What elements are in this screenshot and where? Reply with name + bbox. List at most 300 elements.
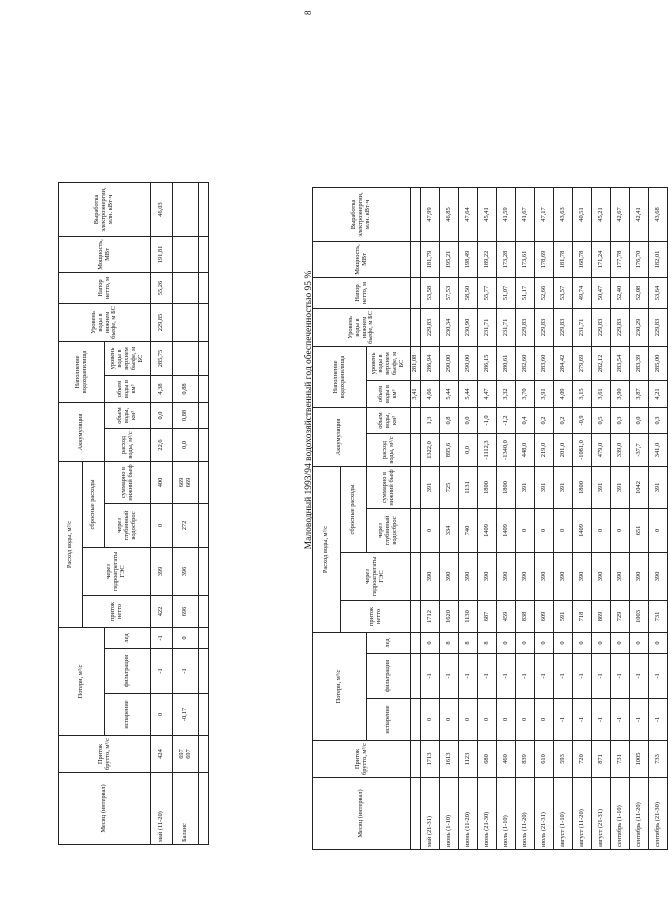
- cell-power: 181,78: [554, 242, 573, 278]
- cell-month: июль (1-10): [497, 778, 516, 850]
- cell-acc-flow: 1322,0: [421, 434, 440, 467]
- cell-power: 182,01: [649, 242, 668, 278]
- header-inflow-net: приток нетто: [341, 601, 411, 633]
- cell-power: 191,81: [151, 237, 173, 273]
- empty-cell: [199, 376, 209, 403]
- empty-cell: [411, 509, 421, 553]
- cell-acc-flow: 0,0: [459, 434, 478, 467]
- cell-ice: 0: [649, 633, 668, 654]
- cell-units: 399: [151, 548, 173, 596]
- table-row: [151, 183, 173, 845]
- cell-energy: 46,85: [440, 188, 459, 242]
- cell-head: 52,66: [535, 278, 554, 309]
- header-fill-volume: объем воды в км³: [367, 381, 411, 408]
- cell-energy: 43,68: [649, 188, 668, 242]
- cell-acc-vol: 0,3: [649, 408, 668, 434]
- header-filtration: фильтрация: [105, 649, 151, 694]
- cell-inflow-gross: 871: [592, 741, 611, 778]
- cell-power: 189,22: [478, 242, 497, 278]
- cell-fill-vol: 3,61: [592, 381, 611, 408]
- cell-inflow-gross: 1005: [630, 741, 649, 778]
- cell-tail-level: [173, 304, 199, 342]
- empty-cell: [411, 408, 421, 434]
- header-discharges: сбросные расходы: [83, 462, 105, 548]
- empty-cell: [199, 628, 209, 649]
- cell-fill-volume: 4,38: [151, 376, 173, 403]
- cell-inflow-net: 718: [573, 601, 592, 633]
- cell-fill-volume: 0,88: [173, 376, 199, 403]
- cell-ice: 0: [516, 633, 535, 654]
- header-filling: Наполнение водохранилища: [313, 347, 367, 408]
- cell-evaporation: 0: [497, 699, 516, 741]
- cell-units: 390: [440, 553, 459, 601]
- header-month: Месяц (интервал): [59, 773, 151, 845]
- cell-tail-level: 230,34: [440, 309, 459, 347]
- cell-fill-level: 285,75: [151, 342, 173, 376]
- cell-fill-vol: 4,47: [478, 381, 497, 408]
- cell-filtration: -1: [630, 654, 649, 699]
- header-inflow-net: приток нетто: [83, 596, 151, 628]
- cell-power: 176,70: [630, 242, 649, 278]
- empty-cell: [411, 778, 421, 850]
- cell-head: 58,50: [459, 278, 478, 309]
- table-row: [459, 188, 478, 850]
- empty-cell: [199, 304, 209, 342]
- cell-spillway: 0: [516, 509, 535, 553]
- cell-fill-vol: 3,15: [573, 381, 592, 408]
- cell-fill-level: 283,60: [535, 347, 554, 381]
- cell-month: июнь (1-10): [440, 778, 459, 850]
- cell-units: 390: [592, 553, 611, 601]
- cell-fill-level: 279,69: [573, 347, 592, 381]
- empty-cell: [411, 242, 421, 278]
- cell-inflow-gross: 731: [611, 741, 630, 778]
- cell-acc-vol: 0,88: [173, 403, 199, 429]
- cell-inflow-gross: 733: [649, 741, 668, 778]
- cell-fill-vol: 3,91: [535, 381, 554, 408]
- cell-inflow-gross: 720: [573, 741, 592, 778]
- empty-cell: [199, 504, 209, 548]
- cell-filtration: -1: [173, 649, 199, 694]
- empty-cell: [199, 183, 209, 237]
- cell-fill-level: 290,00: [459, 347, 478, 381]
- cell-filtration: -1: [573, 654, 592, 699]
- cell-acc-vol: 0,0: [151, 403, 173, 429]
- header-head-net: Напор нетто, м: [313, 278, 411, 309]
- cell-spillway: 1409: [478, 509, 497, 553]
- empty-cell: [411, 467, 421, 509]
- cell-evaporation: -1: [649, 699, 668, 741]
- cell-ice: 0: [630, 633, 649, 654]
- header-inflow-gross: Приток брутто, м³/с: [59, 736, 151, 773]
- header-ice: лед: [105, 628, 151, 649]
- header-power: Мощность, МВт: [59, 237, 151, 273]
- cell-total: [173, 462, 199, 504]
- cell-month: июнь (11-20): [459, 778, 478, 850]
- cell-inflow-net: 459: [497, 601, 516, 633]
- cell-head: 55,77: [478, 278, 497, 309]
- cell-filtration: -1: [478, 654, 497, 699]
- cell-fill-level: 285,00: [649, 347, 668, 381]
- cell-power: [173, 237, 199, 273]
- cell-energy: 45,21: [592, 188, 611, 242]
- header-accumulation: Аккумуляция: [313, 408, 367, 467]
- cell-evaporation: -1: [573, 699, 592, 741]
- header-fill-level: уровень воды в верхнем бьефе, м БС: [367, 347, 411, 381]
- cell-units: 390: [611, 553, 630, 601]
- cell-head: 52,40: [611, 278, 630, 309]
- cell-power: 195,21: [440, 242, 459, 278]
- header-tail-level: Уровень воды в нижнем бьефе, м БС: [59, 304, 151, 342]
- page-number: 8: [303, 10, 313, 15]
- cell-fill-level: 286,15: [478, 347, 497, 381]
- cell-energy: 41,59: [497, 188, 516, 242]
- cell-filtration: -1: [611, 654, 630, 699]
- cell-tail-level: 230,90: [459, 309, 478, 347]
- cell-spillway: 1409: [573, 509, 592, 553]
- header-fill-level: уровень воды в верхнем бьефе, м БС: [105, 342, 151, 376]
- cell-filtration: -1: [554, 654, 573, 699]
- cell-units: 390: [649, 553, 668, 601]
- table-row-initial: [411, 188, 421, 850]
- cell-spillway: 272: [173, 504, 199, 548]
- cell-acc-flow: -37,7: [630, 434, 649, 467]
- cell-acc-flow: 219,0: [535, 434, 554, 467]
- cell-fill-vol: 4,66: [421, 381, 440, 408]
- cell-value-secondary: 669: [184, 477, 192, 488]
- cell-total: 391: [535, 467, 554, 509]
- cell-units: 390: [421, 553, 440, 601]
- cell-acc-vol: 0,3: [611, 408, 630, 434]
- empty-cell: [411, 278, 421, 309]
- cell-ice: 8: [478, 633, 497, 654]
- header-through-units: через гидроагрегаты ГЭС: [83, 548, 151, 596]
- header-evaporation: испарение: [367, 699, 411, 741]
- cell-units: 390: [535, 553, 554, 601]
- cell-spillway: 0: [535, 509, 554, 553]
- cell-evaporation: 0: [535, 699, 554, 741]
- cell-filtration: -1: [440, 654, 459, 699]
- cell-filtration: -1: [592, 654, 611, 699]
- cell-power: 168,78: [573, 242, 592, 278]
- cell-spillway: 740: [459, 509, 478, 553]
- empty-cell: [411, 188, 421, 242]
- header-acc-volume: объем воды, км³: [105, 403, 151, 429]
- empty-cell: [199, 694, 209, 736]
- cell-head: 57,53: [440, 278, 459, 309]
- cell-inflow-net: 838: [516, 601, 535, 633]
- empty-cell: [199, 773, 209, 845]
- cell-month: май (11-20): [151, 773, 173, 845]
- cell-fill-vol: 4,09: [554, 381, 573, 408]
- empty-cell: [199, 736, 209, 773]
- cell-acc-vol: 0,8: [440, 408, 459, 434]
- cell-energy: 47,99: [421, 188, 440, 242]
- cell-power: 173,28: [497, 242, 516, 278]
- cell-power: 198,49: [459, 242, 478, 278]
- cell-ice: 0: [554, 633, 573, 654]
- empty-cell: [411, 633, 421, 654]
- cell-inflow-gross: 593: [554, 741, 573, 778]
- cell-fill-level: 290,00: [440, 347, 459, 381]
- cell-evaporation: -0,17: [173, 694, 199, 736]
- cell-fill-level: 283,39: [630, 347, 649, 381]
- cell-spillway: 0: [611, 509, 630, 553]
- cell-power: 171,24: [592, 242, 611, 278]
- cell-power: 178,69: [535, 242, 554, 278]
- cell-evaporation: 0: [421, 699, 440, 741]
- cell-head: 50,47: [592, 278, 611, 309]
- cell-fill-vol: 5,44: [440, 381, 459, 408]
- cell-head: 53,57: [554, 278, 573, 309]
- cell-inflow-net: 591: [554, 601, 573, 633]
- cell-inflow-net: 869: [592, 601, 611, 633]
- cell-acc-flow: 895,6: [440, 434, 459, 467]
- cell-tail-level: 229,83: [554, 309, 573, 347]
- cell-fill-level: [173, 342, 199, 376]
- table-row: [630, 188, 649, 850]
- cell-acc-vol: 0,2: [535, 408, 554, 434]
- cell-tail-level: 231,71: [573, 309, 592, 347]
- header-through-units: через гидроагрегаты ГЭС: [341, 553, 411, 601]
- cell-energy: 45,41: [478, 188, 497, 242]
- table-row: [554, 188, 573, 850]
- cell-units: 390: [478, 553, 497, 601]
- table-row: [535, 188, 554, 850]
- empty-cell: [199, 462, 209, 504]
- cell-inflow-net: 1003: [630, 601, 649, 633]
- cell-inflow-net: 696: [173, 596, 199, 628]
- cell-acc-flow: 341,0: [649, 434, 668, 467]
- cell-inflow-net: 1620: [440, 601, 459, 633]
- cell-filtration: -1: [535, 654, 554, 699]
- cell-acc-vol: 0,4: [516, 408, 535, 434]
- cell-acc-flow: 22,6: [151, 429, 173, 462]
- cell-acc-flow: 0,0: [173, 429, 199, 462]
- cell-energy: 47,64: [459, 188, 478, 242]
- cell-spillway: 0: [649, 509, 668, 553]
- cell-filtration: -1: [497, 654, 516, 699]
- cell-fill-level: 284,42: [554, 347, 573, 381]
- cell-inflow-gross: 1613: [440, 741, 459, 778]
- cell-month: август (11-20): [573, 778, 592, 850]
- header-total-downstream: суммарно в нижний бьеф: [105, 462, 151, 504]
- cell-units: 390: [573, 553, 592, 601]
- cell-fill-level: 280,61: [497, 347, 516, 381]
- empty-cell: [411, 654, 421, 699]
- header-evaporation: испарение: [105, 694, 151, 736]
- cell-evaporation: -1: [592, 699, 611, 741]
- cell-fill-level: 283,54: [611, 347, 630, 381]
- cell-inflow-gross: 1713: [421, 741, 440, 778]
- cell-acc-vol: -0,9: [573, 408, 592, 434]
- cell-fill-vol: 3,32: [497, 381, 516, 408]
- cell-acc-flow: 479,0: [592, 434, 611, 467]
- cell-units: 390: [459, 553, 478, 601]
- empty-cell: [199, 548, 209, 596]
- cell-acc-vol: 0,2: [554, 408, 573, 434]
- cell-tail-level: 231,71: [478, 309, 497, 347]
- header-water-flow: Расход воды, м³/с: [59, 462, 83, 628]
- cell-tail-level: 229,83: [649, 309, 668, 347]
- cell-month: Баланс: [173, 773, 199, 845]
- cell-tail-level: 229,83: [535, 309, 554, 347]
- cell-total: 391: [516, 467, 535, 509]
- header-month: Месяц (интервал): [313, 778, 411, 850]
- table-row: [421, 188, 440, 850]
- cell-ice: 8: [459, 633, 478, 654]
- header-tail-level: Уровень воды в нижнем бьефе, м БС: [313, 309, 411, 347]
- cell-ice: 8: [440, 633, 459, 654]
- table-top: [58, 182, 209, 845]
- header-fill-volume: объем воды в км³: [105, 376, 151, 403]
- cell-energy: 40,51: [573, 188, 592, 242]
- cell-inflow-net: 731: [649, 601, 668, 633]
- cell-evaporation: -1: [611, 699, 630, 741]
- table-row: [516, 188, 535, 850]
- empty-cell: [199, 649, 209, 694]
- cell-tail-level: 229,83: [421, 309, 440, 347]
- cell-ice: 0: [173, 628, 199, 649]
- cell-tail-level: 229,83: [611, 309, 630, 347]
- header-losses: Потери, м³/с: [313, 633, 367, 741]
- cell-units: 390: [497, 553, 516, 601]
- cell-value-secondary: 697: [184, 749, 192, 759]
- table-row: [573, 188, 592, 850]
- header-total-downstream: суммарно в нижний бьеф: [367, 467, 411, 509]
- cell-fill-level: 282,12: [592, 347, 611, 381]
- cell-spillway: 334: [440, 509, 459, 553]
- cell-month: май (21-31): [421, 778, 440, 850]
- empty-cell: [411, 434, 421, 467]
- cell-inflow-gross: 460: [497, 741, 516, 778]
- cell-acc-flow: 448,0: [516, 434, 535, 467]
- header-energy: Выработка электроэнергии, млн. кВт·ч: [313, 188, 411, 242]
- table-row: [497, 188, 516, 850]
- cell-total: 1800: [497, 467, 516, 509]
- cell-head: 52,08: [630, 278, 649, 309]
- cell-inflow-gross: 839: [516, 741, 535, 778]
- cell-head: 53,64: [649, 278, 668, 309]
- cell-filtration: -1: [459, 654, 478, 699]
- header-deep-spillway: через глубинный водосброс: [367, 509, 411, 553]
- cell-acc-vol: 0,0: [630, 408, 649, 434]
- cell-head: 49,74: [573, 278, 592, 309]
- cell-energy: 47,17: [535, 188, 554, 242]
- header-filtration: фильтрация: [367, 654, 411, 699]
- cell-energy: 42,41: [630, 188, 649, 242]
- cell-total: 1042: [630, 467, 649, 509]
- header-acc-flow: расход воды, м³/с: [367, 434, 411, 467]
- cell-acc-vol: 0,5: [592, 408, 611, 434]
- cell-total: 725: [440, 467, 459, 509]
- cell-inflow-net: 1130: [459, 601, 478, 633]
- cell-evaporation: 0: [459, 699, 478, 741]
- cell-energy: 43,63: [554, 188, 573, 242]
- cell-initial-level: 281,08: [411, 347, 421, 381]
- cell-inflow-gross: 1123: [459, 741, 478, 778]
- cell-tail-level: 229,83: [516, 309, 535, 347]
- cell-filtration: -1: [516, 654, 535, 699]
- header-deep-spillway: через глубинный водосброс: [105, 504, 151, 548]
- header-head-net: Напор нетто, м: [59, 273, 151, 304]
- cell-power: 173,61: [516, 242, 535, 278]
- cell-inflow-gross: 424: [151, 736, 173, 773]
- header-acc-flow: расход воды, м³/с: [105, 429, 151, 462]
- table-main: [312, 187, 668, 850]
- empty-cell: [411, 309, 421, 347]
- cell-units: 390: [516, 553, 535, 601]
- cell-ice: 0: [535, 633, 554, 654]
- cell-energy: 42,67: [611, 188, 630, 242]
- cell-total: 1131: [459, 467, 478, 509]
- cell-total: 391: [649, 467, 668, 509]
- cell-month: июнь (21-30): [478, 778, 497, 850]
- cell-power: 181,79: [421, 242, 440, 278]
- cell-head: 51,07: [497, 278, 516, 309]
- cell-total: 391: [611, 467, 630, 509]
- empty-cell: [411, 553, 421, 601]
- cell-inflow-net: 1712: [421, 601, 440, 633]
- cell-ice: 0: [592, 633, 611, 654]
- cell-evaporation: 0: [478, 699, 497, 741]
- cell-evaporation: -1: [554, 699, 573, 741]
- cell-filtration: -1: [421, 654, 440, 699]
- cell-energy: [173, 183, 199, 237]
- cell-acc-vol: -1,2: [497, 408, 516, 434]
- cell-fill-vol: 3,90: [611, 381, 630, 408]
- cell-energy: 41,67: [516, 188, 535, 242]
- header-energy: Выработка электроэнергии, млн. кВт·ч: [59, 183, 151, 237]
- header-accumulation: Аккумуляция: [59, 403, 105, 462]
- table-row: [173, 183, 199, 845]
- cell-spillway: 0: [421, 509, 440, 553]
- cell-evaporation: 0: [151, 694, 173, 736]
- cell-head: 53,58: [421, 278, 440, 309]
- cell-total: 1800: [478, 467, 497, 509]
- cell-acc-flow: -1112,3: [478, 434, 497, 467]
- cell-fill-vol: 4,21: [649, 381, 668, 408]
- cell-fill-vol: 3,70: [516, 381, 535, 408]
- cell-fill-vol: 5,44: [459, 381, 478, 408]
- cell-fill-vol: 3,87: [630, 381, 649, 408]
- cell-evaporation: 0: [440, 699, 459, 741]
- cell-head: [173, 273, 199, 304]
- cell-month: сентябрь (11-20): [630, 778, 649, 850]
- cell-acc-vol: -1,0: [478, 408, 497, 434]
- cell-total: 391: [554, 467, 573, 509]
- header-losses: Потери, м³/с: [59, 628, 105, 736]
- cell-acc-flow: 339,0: [611, 434, 630, 467]
- cell-ice: 0: [611, 633, 630, 654]
- cell-initial-volume: 3,41: [411, 381, 421, 408]
- cell-month: сентябрь (1-10): [611, 778, 630, 850]
- cell-total: 400: [151, 462, 173, 504]
- cell-filtration: -1: [151, 649, 173, 694]
- table-row: [592, 188, 611, 850]
- cell-spillway: 651: [630, 509, 649, 553]
- cell-inflow-net: 609: [535, 601, 554, 633]
- cell-power: 177,78: [611, 242, 630, 278]
- cell-inflow-net: 729: [611, 601, 630, 633]
- cell-evaporation: -1: [630, 699, 649, 741]
- cell-inflow-net: 422: [151, 596, 173, 628]
- empty-cell: [199, 596, 209, 628]
- table-row: [440, 188, 459, 850]
- cell-filtration: -1: [649, 654, 668, 699]
- cell-fill-level: 286,94: [421, 347, 440, 381]
- cell-units: 396: [173, 548, 199, 596]
